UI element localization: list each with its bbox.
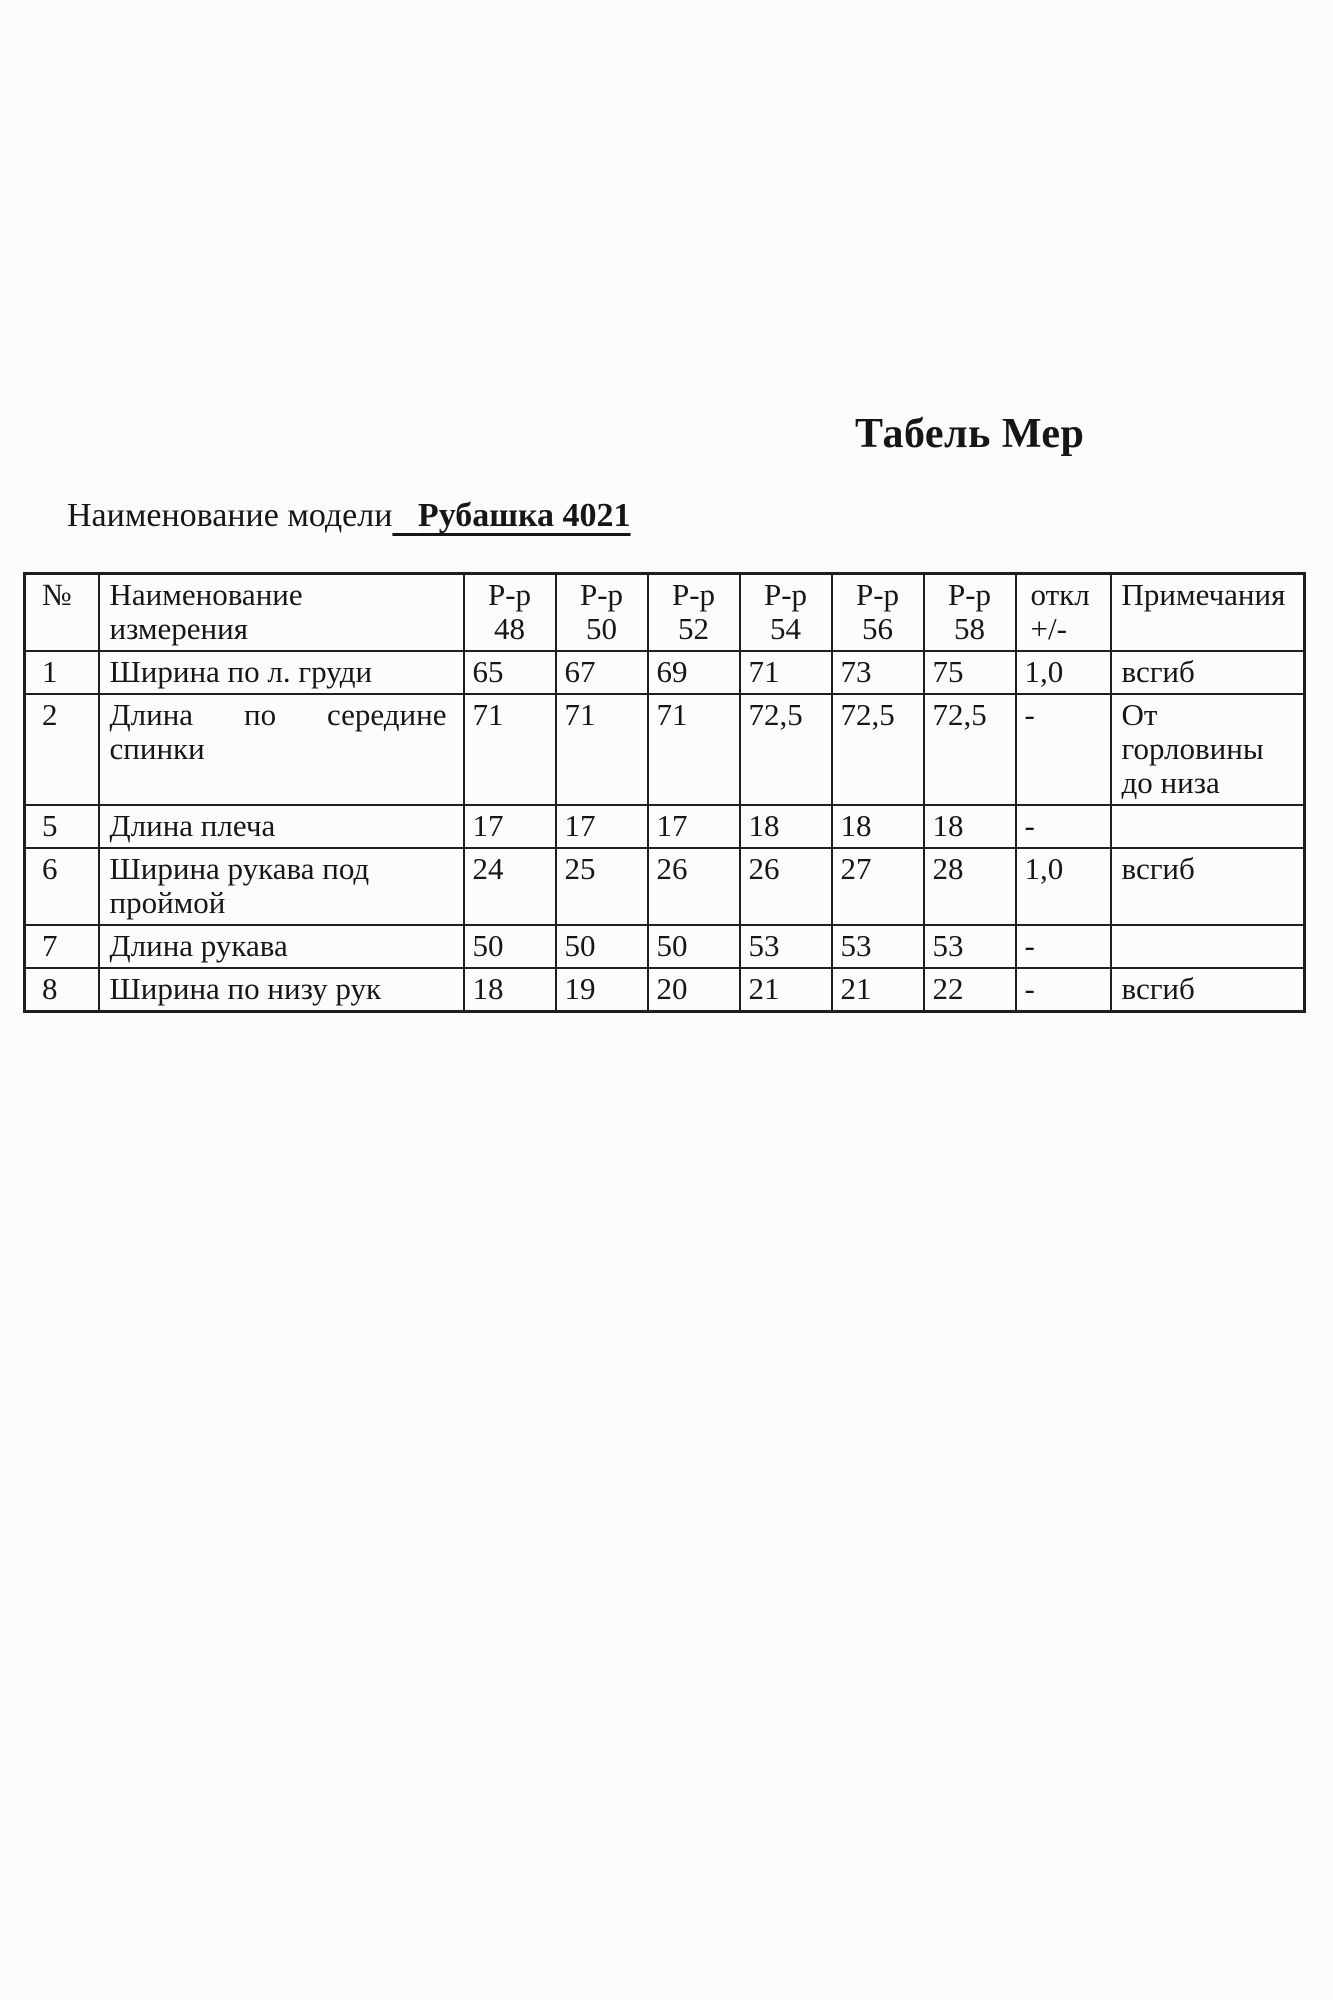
- header-deviation: откл +/-: [1016, 574, 1111, 652]
- table-header-row: [25, 574, 1305, 652]
- value-size-50: 50: [556, 925, 648, 968]
- table-row: [25, 968, 1305, 1012]
- note-value: всгиб: [1111, 968, 1305, 1012]
- header-measurement-name: Наименование измерения: [99, 574, 464, 652]
- value-size-54: 18: [740, 805, 832, 848]
- value-size-54: 53: [740, 925, 832, 968]
- table-row: [25, 694, 1305, 805]
- note-value: всгиб: [1111, 651, 1305, 694]
- header-size-54: Р-р 54: [740, 574, 832, 652]
- note-value: всгиб: [1111, 848, 1305, 925]
- row-num: 7: [25, 925, 99, 968]
- table-row: [25, 848, 1305, 925]
- value-size-56: 18: [832, 805, 924, 848]
- measurement-table: [23, 572, 1306, 1013]
- table-row: [25, 805, 1305, 848]
- header-size-56: Р-р 56: [832, 574, 924, 652]
- value-size-50: 67: [556, 651, 648, 694]
- table-row: [25, 651, 1305, 694]
- value-size-48: 18: [464, 968, 556, 1012]
- row-num: 8: [25, 968, 99, 1012]
- note-value: [1111, 925, 1305, 968]
- value-size-58: 18: [924, 805, 1016, 848]
- value-size-56: 72,5: [832, 694, 924, 805]
- value-size-52: 17: [648, 805, 740, 848]
- value-size-58: 53: [924, 925, 1016, 968]
- header-size-48: Р-р 48: [464, 574, 556, 652]
- document-title: Табель Мер: [855, 411, 1085, 457]
- value-size-48: 50: [464, 925, 556, 968]
- row-num: 2: [25, 694, 99, 805]
- value-size-58: 22: [924, 968, 1016, 1012]
- value-size-50: 19: [556, 968, 648, 1012]
- value-size-56: 73: [832, 651, 924, 694]
- value-size-54: 26: [740, 848, 832, 925]
- model-name-label: Наименование модели: [67, 497, 393, 534]
- header-notes: Примечания: [1111, 574, 1305, 652]
- table-row: [25, 925, 1305, 968]
- value-size-48: 17: [464, 805, 556, 848]
- note-value: [1111, 805, 1305, 848]
- deviation-value: -: [1016, 694, 1111, 805]
- measurement-name: Ширина по низу рук: [99, 968, 464, 1012]
- value-size-56: 27: [832, 848, 924, 925]
- measurement-name: Длина по середине спинки: [99, 694, 464, 805]
- row-num: 6: [25, 848, 99, 925]
- value-size-58: 72,5: [924, 694, 1016, 805]
- measurement-name: Длина рукава: [99, 925, 464, 968]
- value-size-52: 26: [648, 848, 740, 925]
- value-size-50: 25: [556, 848, 648, 925]
- header-num: №: [25, 574, 99, 652]
- deviation-value: 1,0: [1016, 848, 1111, 925]
- value-size-48: 65: [464, 651, 556, 694]
- value-size-58: 28: [924, 848, 1016, 925]
- header-size-50: Р-р 50: [556, 574, 648, 652]
- model-name-value: Рубашка 4021: [417, 497, 631, 534]
- value-size-52: 20: [648, 968, 740, 1012]
- value-size-56: 21: [832, 968, 924, 1012]
- value-size-54: 71: [740, 651, 832, 694]
- value-size-50: 71: [556, 694, 648, 805]
- measurement-name: Ширина по л. груди: [99, 651, 464, 694]
- value-size-52: 69: [648, 651, 740, 694]
- row-num: 1: [25, 651, 99, 694]
- header-size-52: Р-р 52: [648, 574, 740, 652]
- measurement-name: Длина плеча: [99, 805, 464, 848]
- model-name-line: [67, 497, 631, 535]
- value-size-50: 17: [556, 805, 648, 848]
- value-size-58: 75: [924, 651, 1016, 694]
- header-size-58: Р-р 58: [924, 574, 1016, 652]
- value-size-52: 50: [648, 925, 740, 968]
- note-value: От горловины до низа: [1111, 694, 1305, 805]
- deviation-value: -: [1016, 925, 1111, 968]
- row-num: 5: [25, 805, 99, 848]
- deviation-value: 1,0: [1016, 651, 1111, 694]
- value-size-54: 21: [740, 968, 832, 1012]
- measurement-name: Ширина рукава под проймой: [99, 848, 464, 925]
- value-size-48: 24: [464, 848, 556, 925]
- value-size-52: 71: [648, 694, 740, 805]
- deviation-value: -: [1016, 805, 1111, 848]
- value-size-48: 71: [464, 694, 556, 805]
- deviation-value: -: [1016, 968, 1111, 1012]
- value-size-54: 72,5: [740, 694, 832, 805]
- value-size-56: 53: [832, 925, 924, 968]
